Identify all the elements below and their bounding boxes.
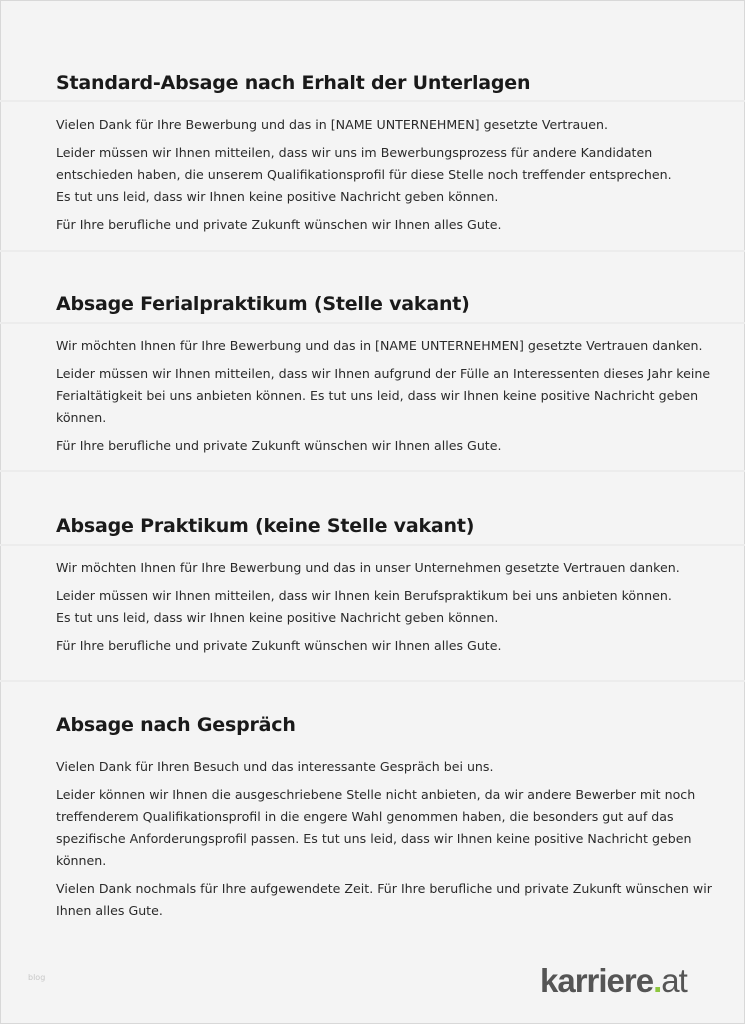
divider [0,250,745,252]
paragraph [56,878,712,922]
paragraph [56,114,706,136]
text-line: entschieden haben, die unserem Qualifikationsprofil für diese Stelle noch treffender entsprechen. [56,167,672,182]
paragraph [56,214,706,236]
text-line: Für Ihre berufliche und private Zukunft wünschen wir Ihnen alles Gute. [56,638,502,653]
text-line: Vielen Dank für Ihre Bewerbung und das in [NAME UNTERNEHMEN] gesetzte Vertrauen. [56,117,608,132]
section-title: Absage nach Gespräch [56,714,296,736]
text-line: können. [56,410,107,425]
text-line: Für Ihre berufliche und private Zukunft wünschen wir Ihnen alles Gute. [56,217,502,232]
blog-label: blog [28,973,46,982]
paragraph [56,557,706,579]
paragraph [56,784,706,872]
text-line: Leider können wir Ihnen die ausgeschriebene Stelle nicht anbieten, da wir andere Bewerber mit noch [56,787,696,802]
text-line: Ferialtätigkeit bei uns anbieten können. Es tut uns leid, dass wir Ihnen keine positive Nachricht geben [56,388,699,403]
logo-dot: . [653,962,662,999]
paragraph [56,335,706,357]
text-line: Es tut uns leid, dass wir Ihnen keine positive Nachricht geben können. [56,610,499,625]
text-line: Für Ihre berufliche und private Zukunft wünschen wir Ihnen alles Gute. [56,438,502,453]
paragraph [56,756,706,778]
section-title: Standard-Absage nach Erhalt der Unterlagen [56,72,531,94]
paragraph [56,585,706,629]
text-line: Ihnen alles Gute. [56,903,163,918]
section-title: Absage Ferialpraktikum (Stelle vakant) [56,293,470,315]
logo-tld: at [661,962,687,999]
karriere-logo[interactable] [540,962,687,1000]
text-line: spezifische Anforderungsprofil passen. Es tut uns leid, dass wir Ihnen keine positive Nachricht geben [56,831,692,846]
divider [0,680,745,682]
letter-section [56,70,706,242]
text-line: treffenderem Qualifikationsprofil in die engere Wahl genommen haben, die besonders gut auf das [56,809,674,824]
paragraph [56,635,706,657]
section-title: Absage Praktikum (keine Stelle vakant) [56,515,475,537]
paragraph [56,435,706,457]
letter-section [56,712,712,928]
divider [0,470,745,472]
text-line: Leider müssen wir Ihnen mitteilen, dass wir Ihnen kein Berufspraktikum bei uns anbieten können. [56,588,672,603]
text-line: Wir möchten Ihnen für Ihre Bewerbung und das in [NAME UNTERNEHMEN] gesetzte Vertrauen danken. [56,338,703,353]
text-line: Leider müssen wir Ihnen mitteilen, dass wir Ihnen aufgrund der Fülle an Interessenten dieses Jahr keine [56,366,711,381]
text-line: Wir möchten Ihnen für Ihre Bewerbung und das in unser Unternehmen gesetzte Vertrauen danken. [56,560,680,575]
text-line: Leider müssen wir Ihnen mitteilen, dass wir uns im Bewerbungsprozess für andere Kandidaten [56,145,653,160]
logo-name: karriere [540,962,654,999]
paragraph [56,142,706,208]
letter-section [56,513,706,663]
letter-section [56,291,711,463]
text-line: können. [56,853,107,868]
text-line: Es tut uns leid, dass wir Ihnen keine positive Nachricht geben können. [56,189,499,204]
text-line: Vielen Dank nochmals für Ihre aufgewendete Zeit. Für Ihre berufliche und private Zukunft wünschen wir [56,881,712,896]
paragraph [56,363,711,429]
text-line: Vielen Dank für Ihren Besuch und das interessante Gespräch bei uns. [56,759,494,774]
